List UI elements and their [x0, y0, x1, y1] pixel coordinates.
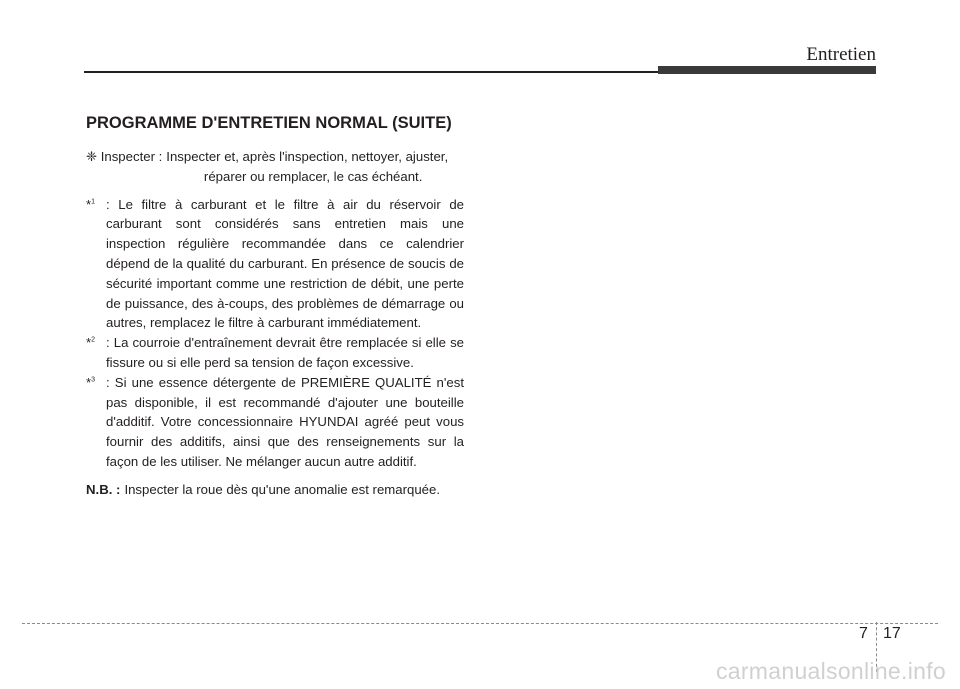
note-marker: *$^3$	[86, 374, 96, 390]
header-rule	[84, 71, 664, 73]
definition-inspecter	[86, 147, 464, 187]
note-text: : Si une essence détergente de PREMIÈRE QUALITÉ n'est pas disponible, il est recommandé d'ajouter une bouteille d'additif. Votre concessionnaire HYUNDAI agréé peut vous fournir des additifs, ainsi que des renseignements sur la façon de les utiliser. Ne mélanger aucun autre additif.	[106, 374, 464, 469]
nb-note	[86, 480, 464, 500]
note-1	[86, 195, 464, 334]
definition-body	[162, 147, 464, 187]
content-body	[86, 147, 464, 500]
definition-body-line2: réparer ou remplacer, le cas échéant.	[203, 168, 423, 184]
definition-term: ❈ Inspecter :	[86, 149, 163, 164]
section-heading: PROGRAMME D'ENTRETIEN NORMAL (SUITE)	[86, 114, 452, 132]
note-2	[86, 333, 464, 373]
footer-divider	[22, 623, 938, 624]
note-text: : Le filtre à carburant et le filtre à air du réservoir de carburant sont considérés sans entretien mais une inspection régulière recommandée dans ce calendrier dépend de la qualité du carburant. En présence de soucis de sécurité important comme une restriction de débit, une perte de puissance, des à-coups, des problèmes de démarrage ou autres, remplacez le filtre à carburant immédiatement.	[106, 196, 464, 331]
note-text: : La courroie d'entraînement devrait être remplacée si elle se fissure ou si elle perd sa tension de façon excessive.	[106, 335, 464, 370]
note-marker: *$^1$	[86, 196, 96, 212]
page-number: 17	[883, 625, 901, 642]
nb-text: Inspecter la roue dès qu'une anomalie est remarquée.	[124, 481, 440, 497]
watermark-text: carmanualsonline.info	[715, 658, 946, 684]
note-marker: *$^2$	[86, 335, 96, 351]
note-3	[86, 373, 464, 472]
header-title: Entretien	[806, 44, 876, 65]
definition-body-line1: Inspecter et, après l'inspection, nettoyer, ajuster,	[166, 149, 449, 164]
chapter-number: 7	[859, 625, 868, 642]
nb-label: N.B. :	[86, 481, 121, 497]
header-rule-accent	[658, 66, 876, 74]
